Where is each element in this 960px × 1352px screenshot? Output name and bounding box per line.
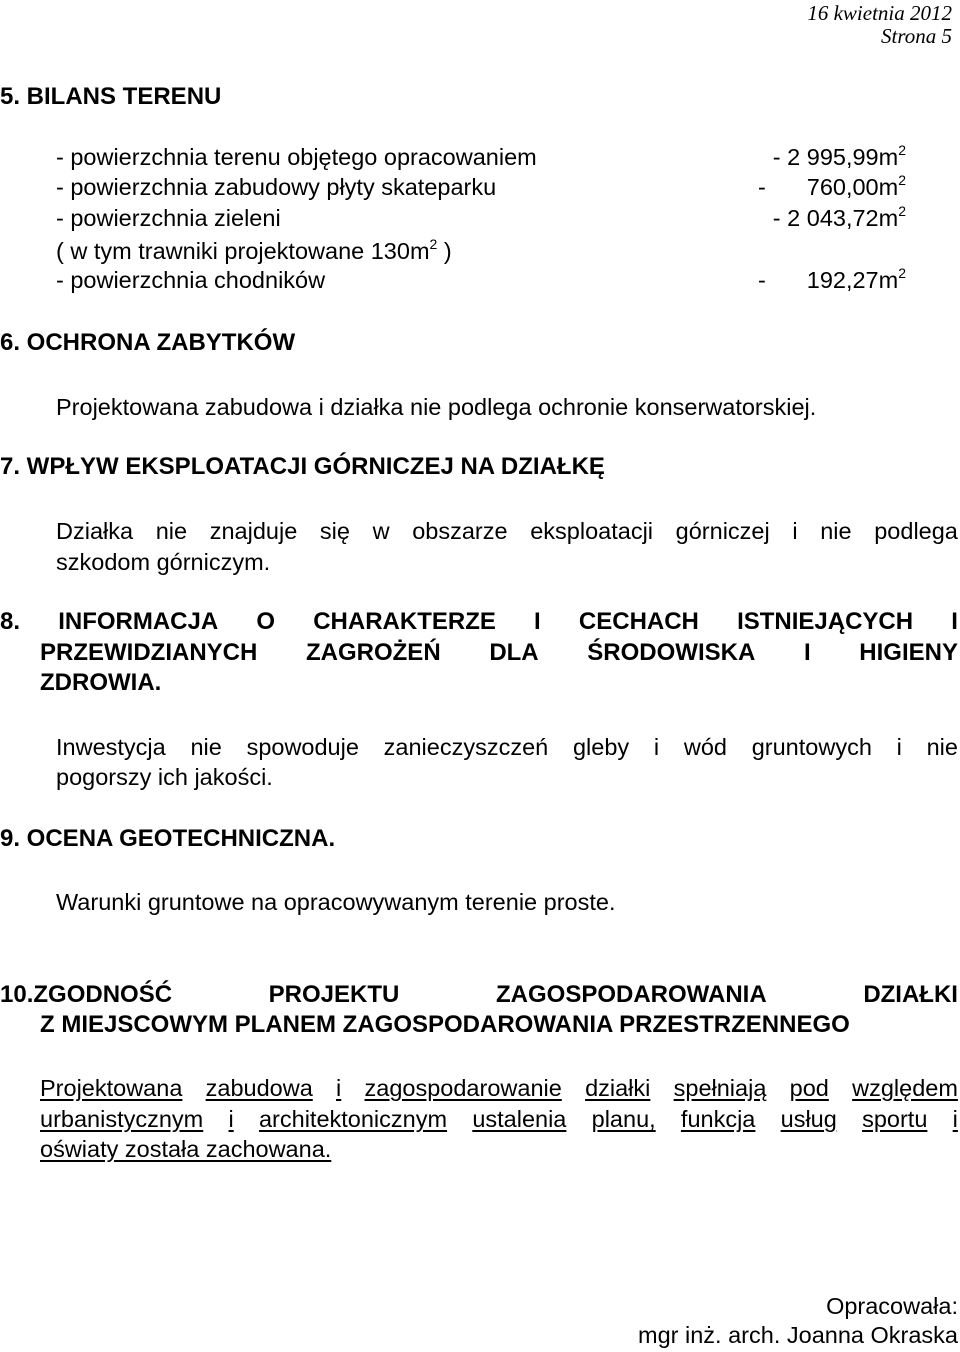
- word: znajduje: [209, 518, 298, 544]
- section-10-title-line: [0, 979, 958, 1010]
- word: DZIAŁKI: [863, 981, 958, 1008]
- word: ZAGROŻEŃ: [305, 639, 441, 666]
- signature-label: Opracowała:: [826, 1293, 958, 1319]
- word: Projektowana: [40, 1075, 183, 1101]
- word: wód: [683, 734, 727, 760]
- word: HIGIENY: [859, 639, 958, 666]
- section-7-text-line: [56, 516, 958, 547]
- word: zabudowa: [205, 1075, 313, 1101]
- balance-row: [56, 144, 906, 174]
- signature-name: mgr inż. arch. Joanna Okraska: [638, 1322, 958, 1348]
- word: i: [952, 1106, 958, 1132]
- word: działki: [585, 1075, 651, 1101]
- word: obszarze: [412, 518, 508, 544]
- section-9-text: Warunki gruntowe na opracowywanym terenie proste.: [56, 889, 616, 915]
- word: się: [319, 518, 350, 544]
- word: DLA: [489, 639, 539, 666]
- section-8-title-line: ZDROWIA.: [40, 669, 162, 696]
- section-6-text: Projektowana zabudowa i działka nie podlega ochronie konserwatorskiej.: [56, 394, 817, 420]
- word: pod: [789, 1075, 829, 1101]
- word: funkcja: [680, 1106, 756, 1132]
- balance-dash: -: [758, 267, 766, 293]
- word: I: [803, 639, 811, 666]
- word: spowoduje: [246, 734, 359, 760]
- header-page-number: Strona 5: [881, 24, 952, 48]
- section-10-text-line: [40, 1073, 958, 1104]
- header-date: 16 kwietnia 2012: [807, 1, 952, 25]
- lawn-note: ( w tym trawniki projektowane $130m^2$ ): [56, 236, 452, 264]
- word: względem: [852, 1075, 958, 1101]
- word: nie: [926, 734, 958, 760]
- word: i: [653, 734, 660, 760]
- word: gleby: [572, 734, 630, 760]
- section-10-title-line: Z MIEJSCOWYM PLANEM ZAGOSPODAROWANIA PRZESTRZENNEGO: [40, 1011, 850, 1038]
- word: i: [896, 734, 902, 760]
- word: PRZEWIDZIANYCH: [40, 639, 258, 666]
- word: nie: [190, 734, 222, 760]
- word: urbanistycznym: [40, 1106, 204, 1132]
- word: INFORMACJA: [58, 608, 219, 635]
- balance-row: [56, 205, 906, 235]
- word: w: [372, 518, 390, 544]
- balance-label: - powierzchnia terenu objętego opracowaniem: [56, 144, 537, 170]
- word: zanieczyszczeń: [383, 734, 549, 760]
- balance-value: $760,00m^2$: [806, 172, 906, 200]
- word: CHARAKTERZE: [313, 608, 496, 635]
- balance-value: $192,27m^2$: [806, 265, 906, 293]
- section-10-text-line: oświaty została zachowana.: [40, 1136, 332, 1162]
- word: CECHACH: [578, 608, 699, 635]
- word: nie: [155, 518, 188, 544]
- balance-value: - 2 $995,99m^2$: [772, 142, 906, 170]
- word: 10.ZGODNOŚĆ: [0, 981, 173, 1008]
- section-8-title-line: [40, 637, 958, 668]
- balance-row: [56, 174, 906, 204]
- section-5-title: 5. BILANS TERENU: [0, 83, 222, 110]
- word: planu,: [591, 1106, 656, 1132]
- section-7-title: 7. WPŁYW EKSPLOATACJI GÓRNICZEJ NA DZIAŁKĘ: [0, 453, 605, 480]
- word: architektonicznym: [258, 1106, 448, 1132]
- word: i: [792, 518, 798, 544]
- word: usług: [780, 1106, 837, 1132]
- word: i: [336, 1075, 342, 1101]
- section-10-text-line: [40, 1104, 958, 1135]
- word: sportu: [862, 1106, 928, 1132]
- balance-label: - powierzchnia zieleni: [56, 205, 281, 231]
- section-7-text-line: szkodom górniczym.: [56, 549, 271, 575]
- section-8-text-line: pogorszy ich jakości.: [56, 764, 273, 790]
- word: ZAGOSPODAROWANIA: [496, 981, 767, 1008]
- section-9-title: 9. OCENA GEOTECHNICZNA.: [0, 825, 336, 852]
- word: i: [228, 1106, 234, 1132]
- word: 8.: [0, 608, 21, 635]
- word: PROJEKTU: [268, 981, 400, 1008]
- section-8-title-line: [0, 606, 958, 637]
- word: I: [534, 608, 541, 635]
- balance-dash: -: [758, 174, 766, 200]
- balance-row: [56, 267, 906, 297]
- balance-value: - 2 $043,72m^2$: [772, 203, 906, 231]
- section-8-text-line: [56, 732, 958, 763]
- balance-label: - powierzchnia chodników: [56, 267, 326, 293]
- word: O: [256, 608, 276, 635]
- word: I: [951, 608, 958, 635]
- section-6-title: 6. OCHRONA ZABYTKÓW: [0, 329, 296, 356]
- word: zagospodarowanie: [364, 1075, 562, 1101]
- word: podlega: [874, 518, 958, 544]
- word: ŚRODOWISKA: [587, 639, 756, 666]
- balance-label: - powierzchnia zabudowy płyty skateparku: [56, 174, 497, 200]
- word: Inwestycja: [56, 734, 166, 760]
- word: ustalenia: [472, 1106, 567, 1132]
- word: górniczej: [675, 518, 770, 544]
- word: eksploatacji: [530, 518, 654, 544]
- word: Działka: [56, 518, 134, 544]
- word: gruntowych: [751, 734, 872, 760]
- word: ISTNIEJĄCYCH: [737, 608, 914, 635]
- word: nie: [820, 518, 852, 544]
- word: spełniają: [673, 1075, 767, 1101]
